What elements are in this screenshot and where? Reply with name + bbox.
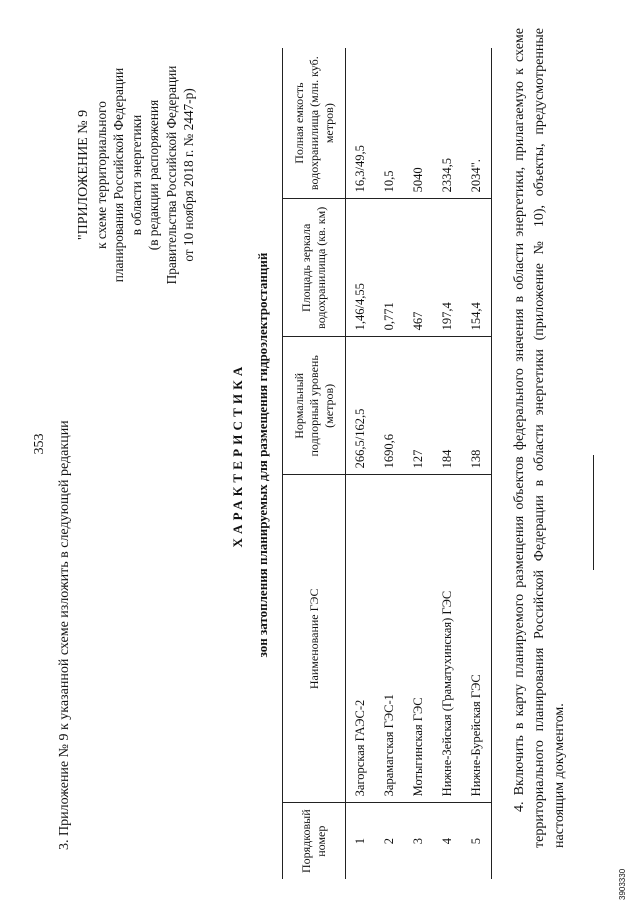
table-cell: 1690,6: [375, 337, 404, 475]
intro-text: 3. Приложение № 9 к указанной схеме изложить в следующей редакции: [57, 420, 72, 850]
table-row: [462, 48, 492, 879]
table-cell: 197,4: [433, 199, 462, 337]
closing-paragraph: 4. Включить в карту планируемого размещения объектов федерального значения в области энергетики, прилагаемую к схеме территориального планирования Российской Федерации в области энергетики (приложение № 10), объекты, предусмотренные настоящим документом.: [512, 28, 567, 848]
table-row: [433, 48, 462, 879]
column-header: Нормальный подпорный уровень (метров): [283, 337, 346, 475]
table-cell: 10,5: [375, 48, 404, 199]
column-header: Полная емкость водохранилища (млн. куб. метров): [283, 48, 346, 199]
document-title: ХАРАКТЕРИСТИКА: [230, 362, 245, 548]
page-number: 353: [32, 433, 47, 455]
table-row: [346, 48, 376, 879]
appendix-line: от 10 ноября 2018 г. № 2447-р): [181, 88, 196, 262]
appendix-line: планирования Российской Федерации: [111, 67, 126, 283]
table-cell: Зарамагская ГЭС-1: [375, 475, 404, 803]
table-cell: 1,46/4,55: [346, 199, 376, 337]
document-subtitle: зон затопления планируемых для размещения гидроэлектростанций: [255, 252, 270, 658]
appendix-line: "ПРИЛОЖЕНИЕ № 9: [76, 109, 91, 241]
table-cell: 0,771: [375, 199, 404, 337]
column-header: Площадь зеркала водохранилища (кв. км): [283, 199, 346, 337]
table-cell: Нижне-Зейская (Граматухинская) ГЭС: [433, 475, 462, 803]
table-cell: 154,4: [462, 199, 492, 337]
appendix-line: к схеме территориального: [93, 101, 109, 249]
table-cell: 1: [353, 838, 367, 845]
table-cell: 2: [382, 838, 396, 845]
table-cell: 127: [404, 337, 433, 475]
table-header-row: [283, 48, 346, 879]
table-row: [375, 48, 404, 879]
document-code: 3903330: [618, 868, 627, 900]
table-cell: 266,5/162,5: [346, 337, 376, 475]
table-cell: Нижне-Бурейская ГЭС: [462, 475, 492, 803]
separator-line: [593, 455, 594, 570]
table-cell: 467: [404, 199, 433, 337]
hydro-plants-table: [282, 48, 492, 879]
table-cell: 16,3/49,5: [346, 48, 376, 199]
table-cell: 4: [440, 838, 454, 845]
appendix-line: Правительства Российской Федерации: [163, 65, 179, 285]
column-header: Порядковый номер: [283, 803, 346, 879]
appendix-header: [75, 5, 198, 345]
table-row: [404, 48, 433, 879]
table-cell: Загорская ГАЭС-2: [346, 475, 376, 803]
table-cell: 138: [462, 337, 492, 475]
appendix-line: в области энергетики: [128, 114, 144, 236]
table-cell: Мотыгинская ГЭС: [404, 475, 433, 803]
table-cell: 184: [433, 337, 462, 475]
table-cell: 2034".: [462, 48, 492, 199]
table-cell: 3: [411, 838, 425, 845]
appendix-line: (в редакции распоряжения: [146, 99, 161, 251]
table-cell: 2334,5: [433, 48, 462, 199]
table-cell: 5040: [404, 48, 433, 199]
table-cell: 5: [462, 803, 492, 879]
column-header: Наименование ГЭС: [283, 475, 346, 803]
